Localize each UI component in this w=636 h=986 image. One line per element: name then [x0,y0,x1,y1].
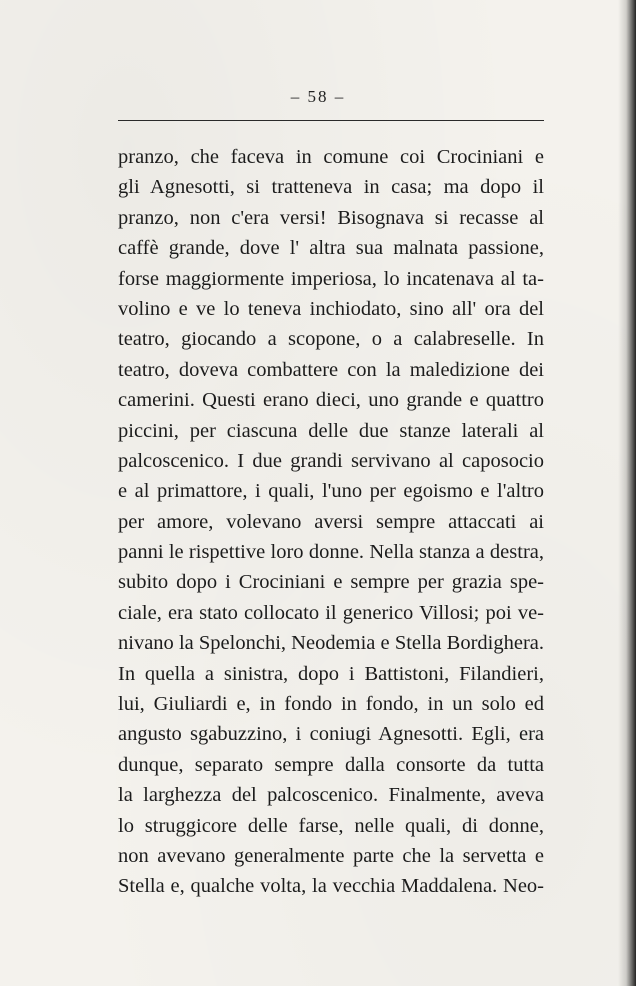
text-line: e al primattore, i quali, l'uno per egoismo e l'altro [118,480,544,503]
text-line: Stella e, qualche volta, la vecchia Maddalena. Neo- [118,875,544,898]
text-line: lo struggicore delle farse, nelle quali, di donne, [118,814,544,837]
text-line: angusto sgabuzzino, i coniugi Agnesotti. Egli, era [118,723,544,746]
text-line: non avevano generalmente parte che la servetta e [118,844,544,867]
text-line: forse maggiormente imperiosa, lo incatenava al ta- [118,267,544,290]
text-line: piccini, per ciascuna delle due stanze laterali al [118,419,544,442]
text-line: pranzo, che faceva in comune coi Crociniani e [118,146,544,168]
text-line: ciale, era stato collocato il generico Villosi; poi ve- [118,601,544,624]
text-line: nivano la Spelonchi, Neodemia e Stella Bordighera. [118,632,544,655]
text-line: teatro, giocando a scopone, o a calabreselle. In [118,328,544,351]
text-line: pranzo, non c'era versi! Bisognava si recasse al [118,206,544,229]
text-line: lui, Giuliardi e, in fondo in fondo, in un solo ed [118,693,544,716]
page-body [118,142,558,902]
text-line: dunque, separato sempre dalla consorte da tutta [118,753,544,776]
header-rule [118,120,544,121]
text-line: camerini. Questi erano dieci, uno grande e quattro [118,389,544,412]
text-line: teatro, doveva combattere con la maledizione dei [118,358,544,381]
text-line: gli Agnesotti, si tratteneva in casa; ma dopo il [118,176,544,199]
text-line: la larghezza del palcoscenico. Finalmente, aveva [118,784,544,807]
page-number: – 58 – [290,87,346,106]
page-edge-shadow [618,0,636,986]
text-line: palcoscenico. I due grandi servivano al caposocio [118,449,544,472]
text-line: subito dopo i Crociniani e sempre per grazia spe- [118,571,544,594]
text-line: In quella a sinistra, dopo i Battistoni, Filandieri, [118,662,544,685]
text-line: panni le rispettive loro donne. Nella stanza a destra, [118,541,544,564]
text-line: caffè grande, dove l' altra sua malnata passione, [118,237,544,260]
text-line: volino e ve lo teneva inchiodato, sino all' ora del [118,297,544,320]
text-line: per amore, volevano aversi sempre attaccati ai [118,510,544,533]
